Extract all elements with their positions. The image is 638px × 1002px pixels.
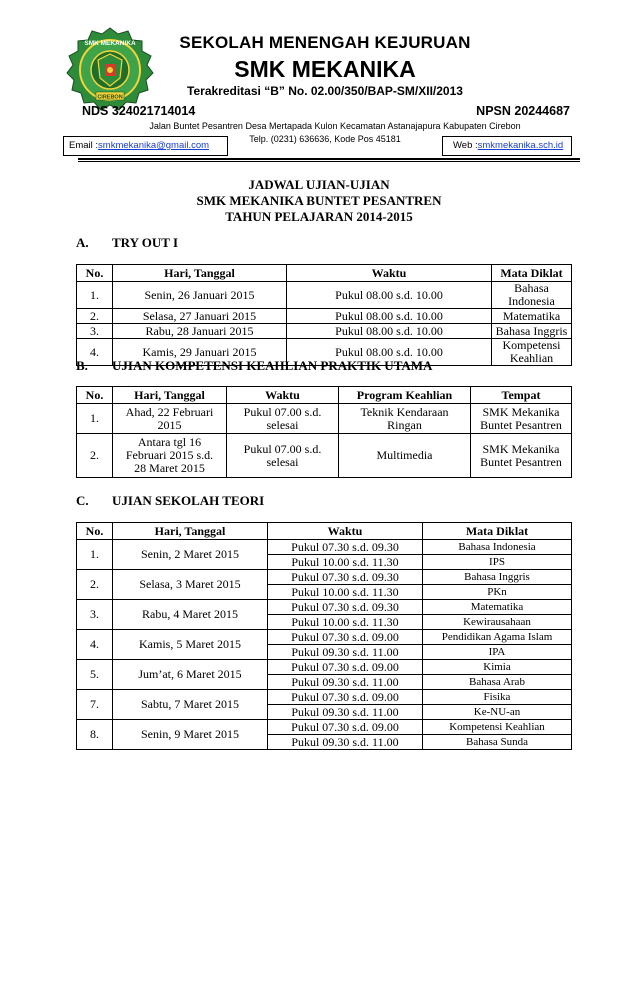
table-cell: Bahasa Indonesia (423, 540, 572, 555)
table-cell: Matematika (423, 600, 572, 615)
table-cell: Pukul 08.00 s.d. 10.00 (287, 282, 492, 309)
table-cell: 3. (77, 324, 113, 339)
table-row (77, 630, 572, 645)
table-cell (113, 434, 227, 478)
table-row (77, 720, 572, 735)
school-logo (62, 26, 158, 114)
doc-title-line1: JADWAL UJIAN-UJIAN (248, 177, 390, 192)
section-b-title: UJIAN KOMPETENSI KEAHLIAN PRAKTIK UTAMA (112, 358, 433, 373)
table-row (77, 404, 572, 434)
table-row (77, 282, 572, 309)
email-link[interactable]: smkmekanika@gmail.com (98, 140, 210, 151)
table-cell: Bahasa Arab (423, 675, 572, 690)
table-cell: Matematika (492, 309, 572, 324)
table-cell: PKn (423, 585, 572, 600)
table-cell: Sabtu, 7 Maret 2015 (113, 690, 268, 720)
table-cell: Bahasa Indonesia (492, 282, 572, 309)
table-cell: 7. (77, 690, 113, 720)
table-cell: Selasa, 27 Januari 2015 (113, 309, 287, 324)
table-header: Program Keahlian (339, 387, 471, 404)
table-cell: Senin, 2 Maret 2015 (113, 540, 268, 570)
section-c-letter: C. (76, 493, 89, 508)
table-cell: IPA (423, 645, 572, 660)
table-cell: Kimia (423, 660, 572, 675)
table-cell (339, 434, 471, 478)
table-cell: Bahasa Inggris (492, 324, 572, 339)
table-cell: Pukul 07.30 s.d. 09.00 (268, 690, 423, 705)
section-a-letter: A. (76, 235, 89, 250)
table-header: No. (77, 265, 113, 282)
cell-line: Buntet Pesantren (480, 417, 562, 432)
table-header: Tempat (471, 387, 572, 404)
header-divider (78, 158, 580, 160)
cell-line: selesai (266, 417, 299, 432)
table-cell: 1. (77, 282, 113, 309)
accreditation: Terakreditasi “B” No. 02.00/350/BAP-SM/XII/2013 (187, 84, 463, 98)
table-cell: Pukul 08.00 s.d. 10.00 (287, 309, 492, 324)
table-cell: Senin, 9 Maret 2015 (113, 720, 268, 750)
cell-line: SMK Mekanika (482, 441, 560, 456)
table-cell: Kamis, 29 Januari 2015 (113, 339, 287, 366)
table-cell: Pukul 10.00 s.d. 11.30 (268, 555, 423, 570)
table-cell: Pukul 09.30 s.d. 11.00 (268, 705, 423, 720)
table-row (77, 309, 572, 324)
table-cell: 4. (77, 630, 113, 660)
school-address: Jalan Buntet Pesantren Desa Mertapada Kulon Kecamatan Astanajapura Kabupaten Cirebon (149, 121, 521, 131)
doc-title-line2: SMK MEKANIKA BUNTET PESANTREN (196, 193, 442, 208)
cell-line: Februari 2015 s.d. (125, 448, 214, 462)
table-header: Waktu (268, 523, 423, 540)
table-header: Mata Diklat (423, 523, 572, 540)
table-cell (471, 434, 572, 478)
table-row (77, 434, 572, 478)
table-cell: Kamis, 5 Maret 2015 (113, 630, 268, 660)
table-cell: Pukul 07.30 s.d. 09.30 (268, 600, 423, 615)
section-b-heading (76, 358, 432, 374)
table-row (77, 324, 572, 339)
table-header: Waktu (227, 387, 339, 404)
table-cell: 2. (77, 570, 113, 600)
table-cell: 4. (77, 339, 113, 366)
logo-bottom-text: CIREBON (97, 94, 123, 101)
cell-line: 28 Maret 2015 (134, 461, 205, 475)
table-cell: 8. (77, 720, 113, 750)
cell-line: Pukul 07.00 s.d. (243, 404, 322, 419)
table-row (77, 690, 572, 705)
cell-line: Teknik Kendaraan (360, 404, 449, 419)
section-b-letter: B. (76, 358, 88, 373)
cell-line: Ahad, 22 Februari (125, 404, 214, 419)
cell-line: Antara tgl 16 (137, 435, 202, 449)
table-cell: 5. (77, 660, 113, 690)
cell-line: 2015 (157, 417, 182, 432)
cell-line: Pukul 07.00 s.d. (243, 441, 322, 456)
web-label: Web : (453, 140, 478, 151)
table-cell: Pukul 08.00 s.d. 10.00 (287, 324, 492, 339)
table-header: No. (77, 387, 113, 404)
web-box (442, 136, 572, 156)
table-cell: Fisika (423, 690, 572, 705)
table-cell: Rabu, 28 Januari 2015 (113, 324, 287, 339)
table-cell (471, 404, 572, 434)
section-a-heading (76, 235, 178, 251)
table-header: No. (77, 523, 113, 540)
table-cell: Kompetensi Keahlian (492, 339, 572, 366)
nds-number: NDS 324021714014 (82, 104, 196, 118)
table-header: Hari, Tanggal (113, 265, 287, 282)
table-cell: 3. (77, 600, 113, 630)
table-cell: Selasa, 3 Maret 2015 (113, 570, 268, 600)
table-cell: Pukul 07.30 s.d. 09.30 (268, 540, 423, 555)
table-cell: Bahasa Inggris (423, 570, 572, 585)
table-header: Hari, Tanggal (113, 387, 227, 404)
table-cell: Pukul 10.00 s.d. 11.30 (268, 585, 423, 600)
table-cell: Rabu, 4 Maret 2015 (113, 600, 268, 630)
cell-line: SMK Mekanika (482, 404, 560, 419)
cell-line: selesai (266, 454, 299, 469)
table-cell: Kompetensi Keahlian (423, 720, 572, 735)
table-row (77, 540, 572, 555)
section-a-title: TRY OUT I (112, 235, 179, 250)
table-cell: Pukul 07.30 s.d. 09.00 (268, 630, 423, 645)
practical-exam-table (76, 386, 572, 478)
table-cell: Pendidikan Agama Islam (423, 630, 572, 645)
school-name: SMK MEKANIKA (234, 56, 416, 82)
table-cell: Pukul 09.30 s.d. 11.00 (268, 645, 423, 660)
table-cell: Kewirausahaan (423, 615, 572, 630)
table-cell: Pukul 10.00 s.d. 11.30 (268, 615, 423, 630)
header-divider-thin (78, 161, 580, 162)
table-cell: Bahasa Sunda (423, 735, 572, 750)
table-cell: Pukul 07.30 s.d. 09.30 (268, 570, 423, 585)
logo-text: SMK MEKANIKA (84, 40, 136, 47)
table-cell (227, 404, 339, 434)
email-box (63, 136, 228, 156)
table-cell: 2. (77, 434, 113, 478)
doc-title-line3: TAHUN PELAJARAN 2014-2015 (225, 209, 413, 224)
table-row (77, 660, 572, 675)
table-cell: Pukul 08.00 s.d. 10.00 (287, 339, 492, 366)
theory-exam-table (76, 522, 572, 750)
table-header: Hari, Tanggal (113, 523, 268, 540)
table-row (77, 600, 572, 615)
table-cell: Senin, 26 Januari 2015 (113, 282, 287, 309)
tryout-table (76, 264, 572, 366)
email-label: Email : (69, 140, 99, 151)
table-cell: Jum’at, 6 Maret 2015 (113, 660, 268, 690)
table-header: Mata Diklat (492, 265, 572, 282)
npsn-number: NPSN 20244687 (476, 104, 570, 118)
table-cell: 1. (77, 404, 113, 434)
table-cell (227, 434, 339, 478)
table-header: Waktu (287, 265, 492, 282)
table-row (77, 570, 572, 585)
cell-line: Ringan (387, 417, 422, 432)
web-link[interactable]: smkmekanika.sch.id (477, 140, 564, 151)
table-cell (113, 404, 227, 434)
table-cell: IPS (423, 555, 572, 570)
section-c-heading (76, 493, 264, 509)
table-cell: Ke-NU-an (423, 705, 572, 720)
school-type: SEKOLAH MENENGAH KEJURUAN (179, 33, 471, 52)
table-cell: Pukul 09.30 s.d. 11.00 (268, 675, 423, 690)
table-cell: Pukul 07.30 s.d. 09.00 (268, 720, 423, 735)
school-phone: Telp. (0231) 636636, Kode Pos 45181 (249, 134, 401, 144)
section-c-title: UJIAN SEKOLAH TEORI (112, 493, 265, 508)
cell-line: Buntet Pesantren (480, 454, 562, 469)
table-cell: Pukul 09.30 s.d. 11.00 (268, 735, 423, 750)
table-cell (339, 404, 471, 434)
table-cell: 2. (77, 309, 113, 324)
table-cell: Pukul 07.30 s.d. 09.00 (268, 660, 423, 675)
table-cell: 1. (77, 540, 113, 570)
cell-line: Multimedia (376, 448, 433, 462)
